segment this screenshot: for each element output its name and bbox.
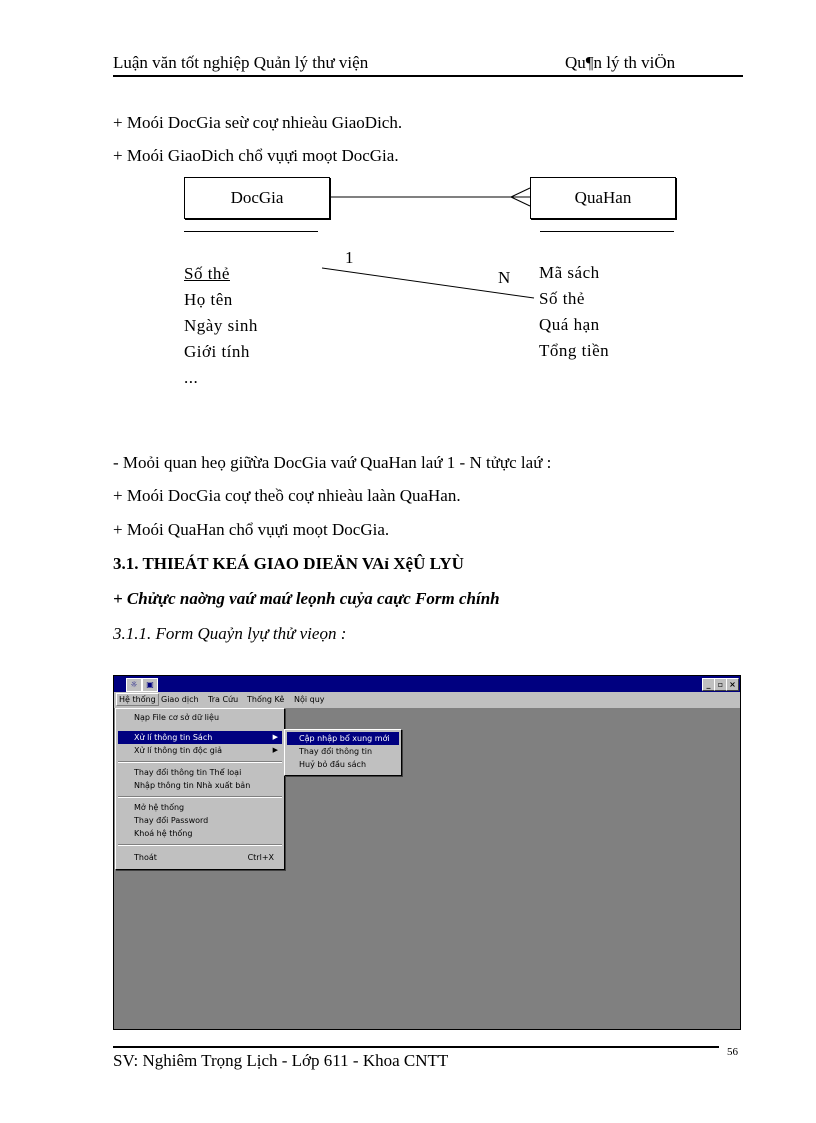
docgia-attr-5: ... — [184, 368, 199, 387]
quahan-attr-2: Số thẻ — [539, 289, 585, 308]
crowfoot-lower — [511, 197, 530, 206]
submenu-arrow-icon: ▶ — [272, 746, 278, 754]
body-line-2: + Moói DocGia coự theồ coự nhieàu laàn QuaHan. — [113, 486, 461, 505]
quahan-attr-1: Mã sách — [539, 263, 600, 282]
menu-giao-dich[interactable]: Giao dịch — [161, 695, 199, 704]
maximize-icon[interactable]: ▫ — [714, 678, 727, 691]
app-icon-secondary[interactable]: ▣ — [142, 678, 158, 692]
menu-he-thong[interactable]: Hệ thống — [116, 693, 159, 706]
menu-thong-ke[interactable]: Thống Kê — [247, 695, 285, 704]
body-line-3: + Moói QuaHan chổ vụựi moọt DocGia. — [113, 520, 390, 539]
close-icon[interactable]: × — [726, 678, 739, 691]
menu-item-publisher[interactable]: Nhập thông tin Nhà xuất bản — [134, 781, 251, 790]
menu-separator — [118, 761, 282, 763]
quahan-attr-3: Quá hạn — [539, 315, 600, 334]
submenu-arrow-icon: ▶ — [272, 733, 278, 741]
crowfoot-upper — [511, 188, 530, 197]
menu-item-open-system[interactable]: Mở hệ thống — [134, 803, 185, 812]
subsection-heading: 3.1.1. Form Quaỷn lyự thử vieọn : — [113, 624, 347, 643]
app-screenshot — [113, 675, 741, 1030]
docgia-attr-4: Giới tính — [184, 342, 250, 361]
relationship-lines — [0, 0, 816, 400]
submenu-item-add-new[interactable]: Cập nhập bổ xung mới — [287, 732, 399, 745]
intro-line-1: + Moói DocGia seừ coự nhieàu GiaoDich. — [113, 113, 403, 132]
menu-item-load-db[interactable]: Nạp File cơ sở dữ liệu — [134, 713, 220, 722]
page-number: 56 — [727, 1046, 738, 1058]
section-heading: 3.1. THIEÁT KEÁ GIAO DIEÄN VAỉ XệÛ LYÙ — [113, 554, 464, 573]
docgia-attr-3: Ngày sinh — [184, 316, 258, 335]
footer-left: SV: Nghiêm Trọng Lịch - Lớp 611 - Khoa CNTT — [113, 1051, 449, 1070]
footer-rule — [113, 1046, 719, 1048]
quahan-attr-4: Tổng tiền — [539, 341, 610, 360]
menu-item-reader-info[interactable] — [118, 744, 282, 757]
header-right: Qu¶n lý th viÖn — [565, 53, 676, 72]
docgia-attr-key: Số thẻ — [184, 264, 230, 283]
menu-separator — [118, 844, 282, 846]
cardinality-many: N — [498, 268, 511, 287]
book-submenu — [284, 729, 402, 776]
menu-tra-cuu[interactable]: Tra Cứu — [208, 695, 239, 704]
menu-item-lock-system[interactable]: Khoá hệ thống — [134, 829, 193, 838]
menu-separator — [118, 796, 282, 798]
entity-docgia: DocGia — [184, 177, 330, 219]
menu-item-label: Thoát — [134, 853, 157, 862]
submenu-item-edit-info[interactable]: Thay đổi thông tin — [299, 747, 373, 756]
system-menu — [115, 708, 285, 870]
menu-noi-quy[interactable]: Nội quy — [294, 695, 325, 704]
app-icon[interactable]: ☼ — [126, 678, 142, 692]
menu-item-label: Xử lí thông tin độc giả — [134, 746, 222, 755]
header-left: Luận văn tốt nghiệp Quản lý thư viện — [113, 53, 369, 72]
app-menubar — [114, 692, 740, 708]
menu-item-book-info[interactable] — [118, 731, 282, 744]
menu-item-category[interactable]: Thay đổi thông tin Thể loại — [134, 768, 242, 777]
menu-item-exit[interactable] — [118, 851, 282, 864]
intro-line-2: + Moói GiaoDich chổ vụựi moọt DocGia. — [113, 146, 399, 165]
app-titlebar — [114, 676, 740, 692]
menu-item-label: Xử lí thông tin Sách — [134, 733, 213, 742]
submenu-item-delete-book[interactable]: Huỷ bỏ đầu sách — [299, 760, 367, 769]
minimize-icon[interactable]: _ — [702, 678, 715, 691]
body-line-1: - Moỏi quan heọ giữừa DocGia vaứ QuaHan laứ 1 - N tửực laứ : — [113, 453, 552, 472]
subheading: + Chửực naờng vaứ maứ leọnh cuỷa caực Form chính — [113, 589, 500, 608]
docgia-attr-2: Họ tên — [184, 290, 233, 309]
menu-item-change-password[interactable]: Thay đổi Password — [134, 816, 209, 825]
menu-shortcut: Ctrl+X — [247, 853, 274, 862]
entity-quahan: QuaHan — [530, 177, 676, 219]
cardinality-one: 1 — [345, 248, 354, 267]
